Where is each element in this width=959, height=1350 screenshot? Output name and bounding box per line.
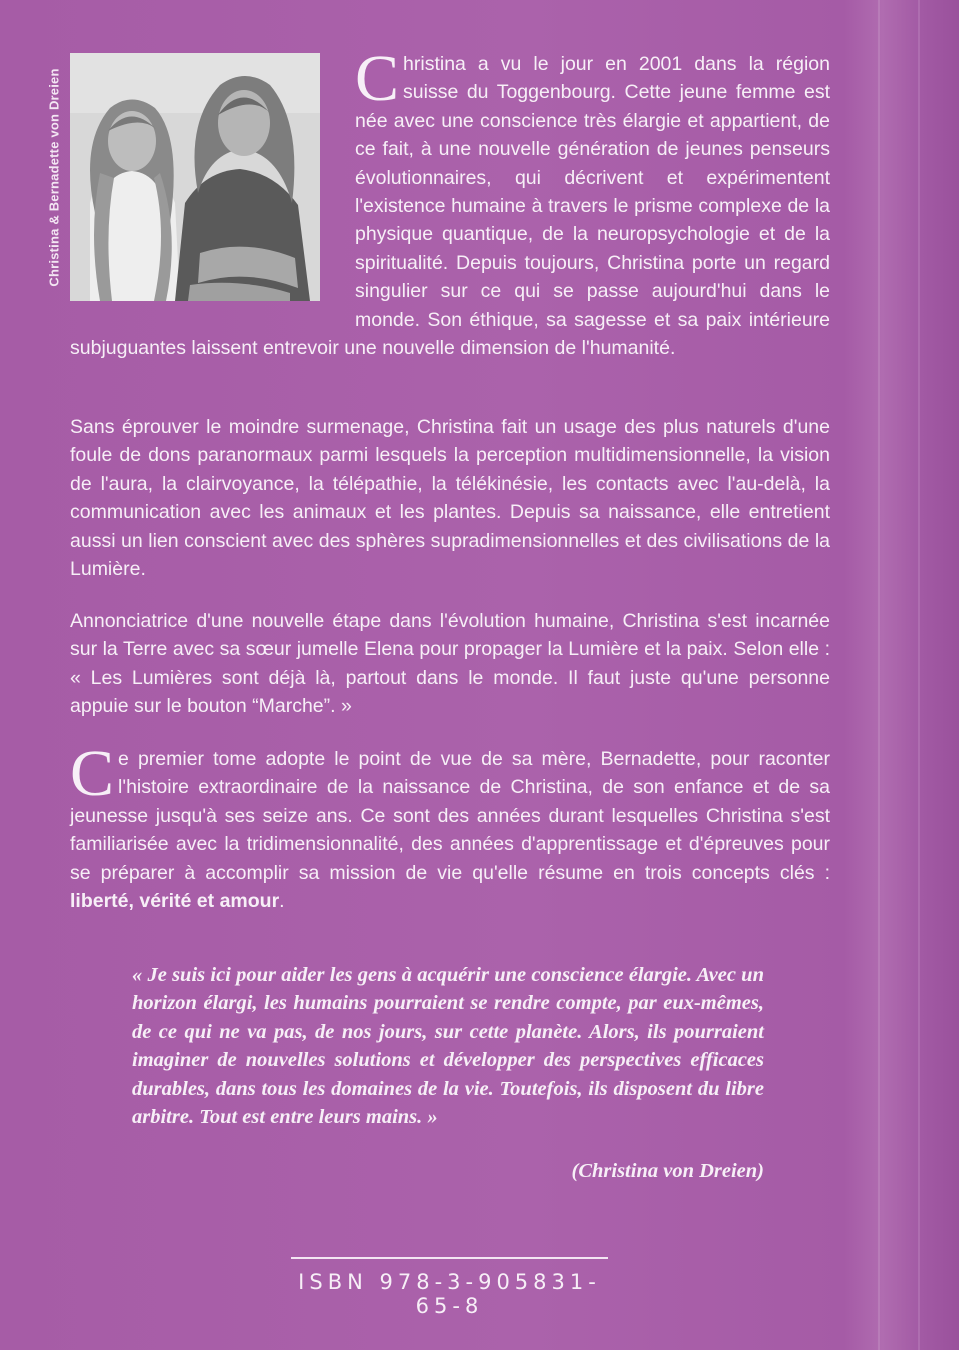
paragraph-4-text: e premier tome adopte le point de vue de sa mère, Bernadette, pour raconter l'histoire extraordinaire de la naissance de Christina, de son enfance et de sa jeunesse jusqu'à ses seize ans. Ce sont des années durant lesquelles Christina s'est familiarisée avec la tridimensionnalité, des années d'apprentissage et d'épreuves pour se préparer à accomplir sa mission de vie qu'elle résume en trois concepts clés : xyxy=(70,748,830,884)
isbn-number: ISBN 978-3-905831-65-8 xyxy=(298,1270,601,1318)
photo-credit-text: Christina & Bernadette von Dreien xyxy=(46,67,62,287)
author-quote xyxy=(132,961,764,1131)
biography-paragraph-2 xyxy=(70,413,830,583)
paragraph-1-text: hristina a vu le jour en 2001 dans la région suisse du Toggenbourg. Cette jeune femme est née avec une conscience très élargie et appartient, de ce fait, à une nouvelle génération de jeunes penseurs évolutionnaires, qui décrivent et expérimentent l'existence humaine à travers le prisme complexe de la physique quantique, de la neuropsychologie et de la spiritualité. Depuis toujours, Christina porte un regard singulier sur ce qui se passe aujourd'hui dans le monde. Son éthique, sa sagesse et sa paix intérieure subjuguantes laissent entrevoir une nouvelle dimension de l'humanité. xyxy=(70,53,830,360)
photo-float-spacer xyxy=(70,50,355,312)
paragraph-4-end: . xyxy=(279,890,285,913)
drop-cap: C xyxy=(70,737,115,810)
key-concepts: liberté, vérité et amour xyxy=(70,890,280,913)
spine-edge xyxy=(878,0,880,1350)
biography-paragraph-1 xyxy=(70,42,830,362)
drop-cap: C xyxy=(355,42,400,115)
quote-text: « Je suis ici pour aider les gens à acquérir une conscience élargie. Avec un horizon élargi, les humains pourraient se rendre compte, par eux-mêmes, de ce qui ne va pas, de nos jours, sur cette planète. Alors, ils pourraient imaginer de nouvelles solutions et développer des perspectives efficaces durables, dans tous les domaines de la vie. Toutefois, ils disposent du libre arbitre. Tout est entre leurs mains. » xyxy=(132,964,764,1129)
paragraph-3-text: Annonciatrice d'une nouvelle étape dans l'évolution humaine, Christina s'est incarnée sur la Terre avec sa sœur jumelle Elena pour propager la Lumière et la paix. Selon elle : « Les Lumières sont déjà là, partout dans le monde. Il faut juste qu'une personne appuie sur le bouton “Marche”. » xyxy=(70,610,830,718)
book-summary-paragraph xyxy=(70,737,830,915)
spine-edge xyxy=(918,0,920,1350)
quote-attribution: (Christina von Dreien) xyxy=(571,1160,764,1182)
biography-paragraph-3 xyxy=(70,607,830,721)
photo-credit xyxy=(34,52,74,302)
paragraph-2-text: Sans éprouver le moindre surmenage, Christina fait un usage des plus naturels d'une foule de dons paranormaux parmi lesquels la perception multidimensionnelle, la vision de l'aura, la clairvoyance, la télépathie, la télékinésie, les contacts avec l'au-delà, la communication avec les animaux et les plantes. Depuis sa naissance, elle entretient aussi un lien conscient avec des sphères supradimensionnelles et des civilisations de la Lumière. xyxy=(70,416,830,581)
isbn-rule xyxy=(291,1257,608,1259)
